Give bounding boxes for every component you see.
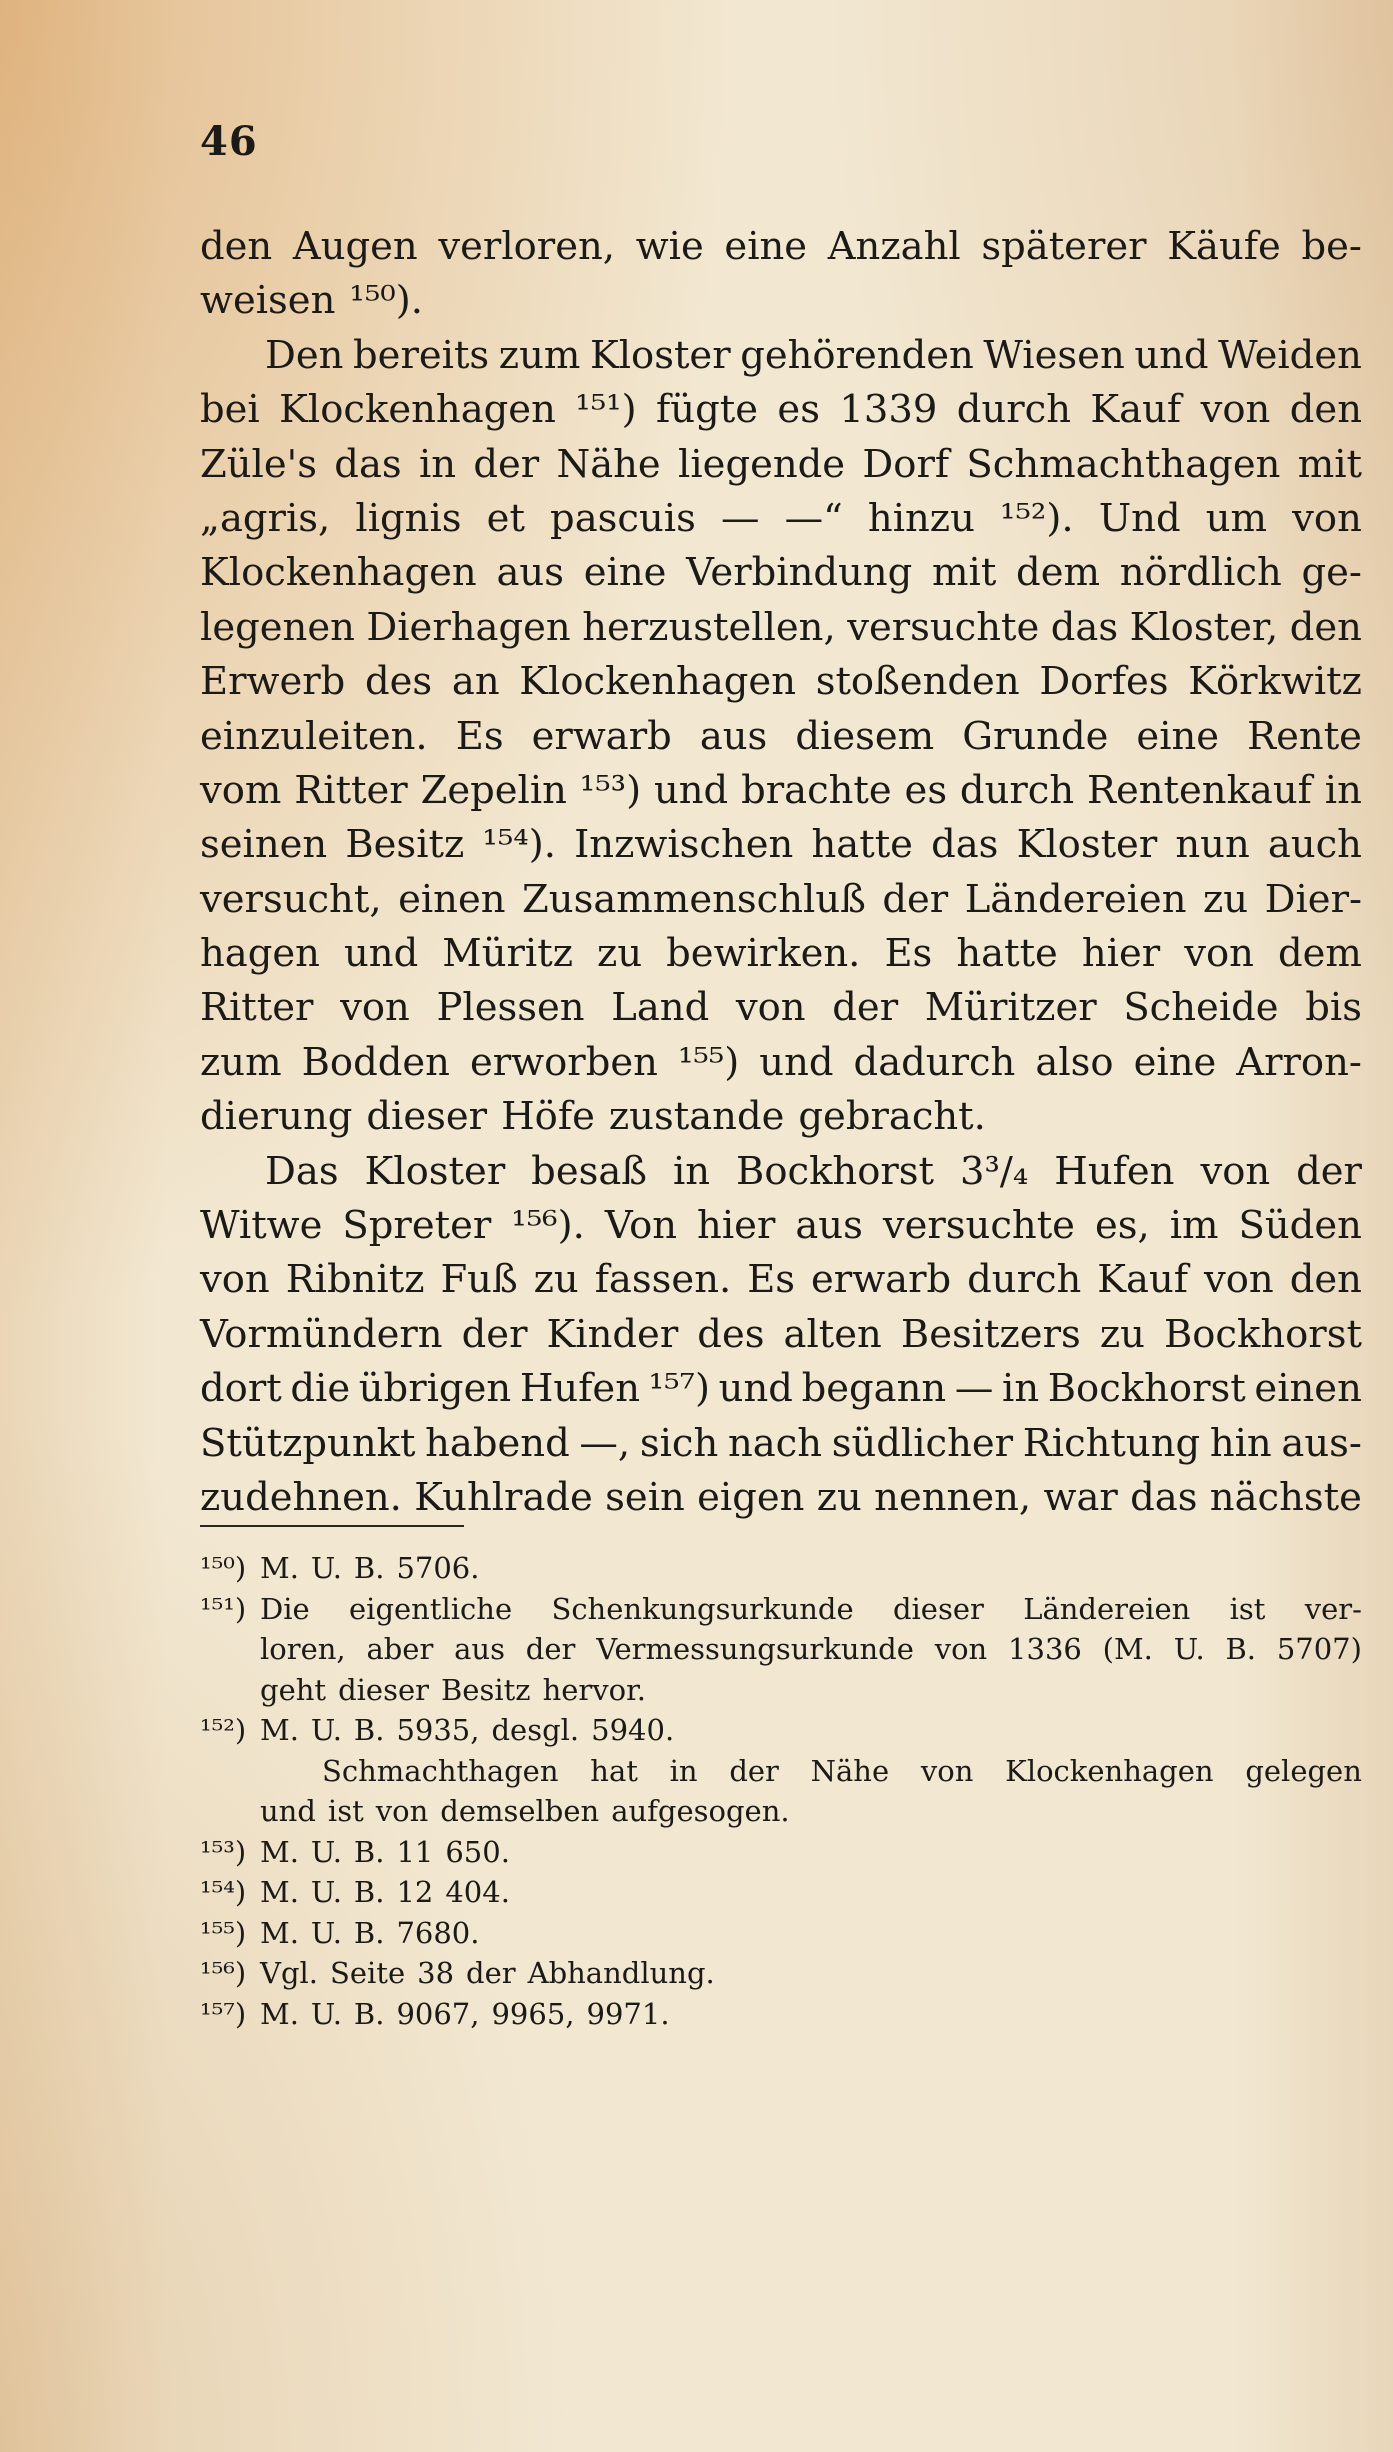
footnote-mark: ¹⁵²): [200, 1713, 247, 1747]
footnote-text: [260, 1953, 1362, 1994]
footnote-text: [260, 1913, 1362, 1954]
body-line: Stützpunkt habend —, sich nach südlicher Richtung hin aus-: [200, 1420, 1362, 1466]
body-line: Den bereits zum Kloster gehörenden Wiesen und Weiden: [265, 332, 1362, 378]
body-line: Züle's das in der Nähe liegende Dorf Schmachthagen mit: [200, 441, 1362, 487]
body-line: zum Bodden erworben ¹⁵⁵) und dadurch also eine Arron-: [200, 1039, 1362, 1085]
footnote-line: Die eigentliche Schenkungsurkunde dieser Ländereien ist ver-: [260, 1591, 1362, 1626]
body-line: weisen ¹⁵⁰).: [200, 278, 423, 324]
body-line: dort die übrigen Hufen ¹⁵⁷) und begann — in Bockhorst einen: [200, 1366, 1362, 1412]
footnote: [200, 1953, 1362, 1994]
footnote-line: und ist von demselben aufgesogen.: [260, 1794, 790, 1828]
footnote-line: M. U. B. 5935, desgl. 5940.: [260, 1713, 675, 1747]
footnote-line: Schmachthagen hat in der Nähe von Klockenhagen gelegen: [322, 1753, 1362, 1788]
footnote-text: [260, 1994, 1362, 2035]
footnote: [200, 1548, 1362, 1589]
footnote-mark: ¹⁵⁴): [200, 1875, 247, 1909]
body-line: von Ribnitz Fuß zu fassen. Es erwarb durch Kauf von den: [200, 1257, 1362, 1303]
footnote-text: [260, 1832, 1362, 1873]
footnote-line: geht dieser Besitz hervor.: [260, 1672, 647, 1707]
footnote: [200, 1994, 1362, 2035]
body-line: versucht, einen Zusammenschluß der Ländereien zu Dier-: [200, 876, 1362, 922]
footnote-line: Vgl. Seite 38 der Abhandlung.: [260, 1956, 715, 1990]
body-line: Vormündern der Kinder des alten Besitzers zu Bockhorst: [200, 1311, 1362, 1357]
body-line: zudehnen. Kuhlrade sein eigen zu nennen, war das nächste: [200, 1474, 1362, 1520]
body-line: den Augen verloren, wie eine Anzahl späterer Käufe be-: [200, 224, 1362, 269]
body-line: Ritter von Plessen Land von der Müritzer Scheide bis: [200, 985, 1362, 1031]
body-line: „agris, lignis et pascuis — —“ hinzu ¹⁵²). Und um von: [200, 495, 1362, 541]
footnote-line: M. U. B. 12 404.: [260, 1875, 510, 1909]
footnote-mark: ¹⁵⁰): [200, 1551, 247, 1585]
body-line: hagen und Müritz zu bewirken. Es hatte hier von dem: [200, 931, 1362, 977]
page-number: 46: [200, 118, 258, 165]
body-line: Das Kloster besaß in Bockhorst 3³/₄ Hufen von der: [265, 1148, 1362, 1194]
body-line: vom Ritter Zepelin ¹⁵³) und brachte es durch Rentenkauf in: [200, 767, 1362, 813]
body-text: [200, 220, 1362, 1525]
footnote-text: [260, 1710, 1362, 1832]
footnotes: [200, 1548, 1362, 2034]
footnote-line: M. U. B. 7680.: [260, 1915, 480, 1950]
body-line: einzuleiten. Es erwarb aus diesem Grunde eine Rente: [200, 713, 1362, 759]
footnote-line: M. U. B. 5706.: [260, 1551, 480, 1585]
body-line: legenen Dierhagen herzustellen, versuchte das Kloster, den: [200, 604, 1362, 650]
footnote-mark: ¹⁵¹): [200, 1591, 247, 1626]
footnote: [200, 1832, 1362, 1873]
footnote-line: loren, aber aus der Vermessungsurkunde von 1336 (M. U. B. 5707): [260, 1632, 1362, 1666]
footnote-mark: ¹⁵³): [200, 1834, 247, 1869]
footnote-line: M. U. B. 11 650.: [260, 1834, 510, 1869]
footnote-text: [260, 1548, 1362, 1589]
footnote-mark: ¹⁵⁷): [200, 1996, 247, 2031]
footnote-mark: ¹⁵⁶): [200, 1956, 247, 1990]
footnote: [200, 1710, 1362, 1832]
footnote-line: M. U. B. 9067, 9965, 9971.: [260, 1996, 670, 2031]
footnote: [200, 1872, 1362, 1913]
body-line: Witwe Spreter ¹⁵⁶). Von hier aus versuchte es, im Süden: [200, 1203, 1362, 1249]
footnote: [200, 1913, 1362, 1954]
footnote-mark: ¹⁵⁵): [200, 1915, 247, 1950]
body-line: Klockenhagen aus eine Verbindung mit dem nördlich ge-: [200, 550, 1362, 596]
body-line: bei Klockenhagen ¹⁵¹) fügte es 1339 durch Kauf von den: [200, 387, 1362, 433]
body-line: Erwerb des an Klockenhagen stoßenden Dorfes Körkwitz: [200, 659, 1362, 705]
body-line: seinen Besitz ¹⁵⁴). Inzwischen hatte das Kloster nun auch: [200, 822, 1362, 868]
footnote-rule: [200, 1525, 464, 1527]
footnote-text: [260, 1589, 1362, 1711]
body-line: dierung dieser Höfe zustande gebracht.: [200, 1094, 986, 1140]
footnote: [200, 1589, 1362, 1711]
footnote-text: [260, 1872, 1362, 1913]
